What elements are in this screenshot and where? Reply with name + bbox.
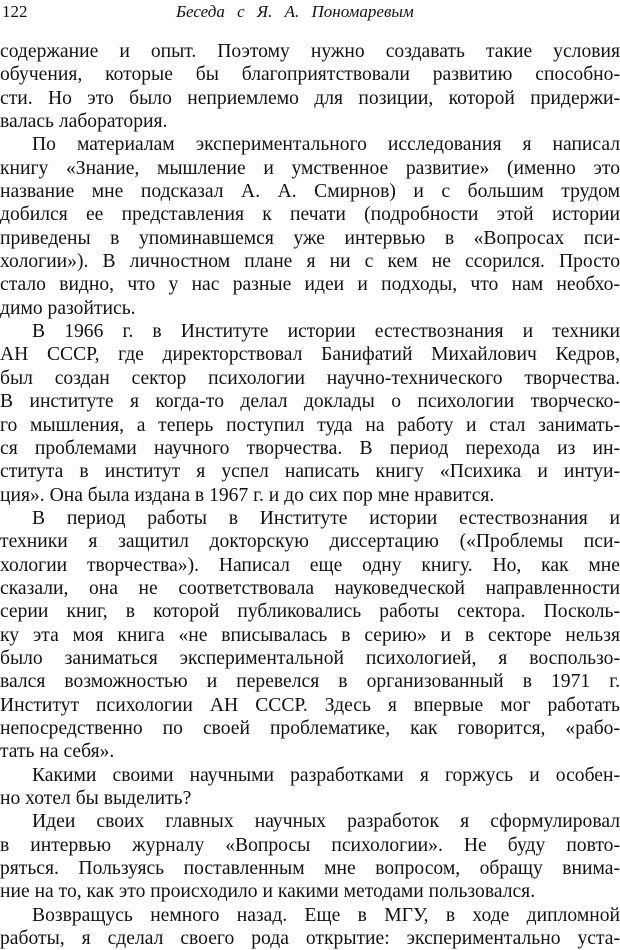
text-line: го мышления, а теперь поступил туда на работу и стал занимать- (0, 414, 620, 436)
running-title: Беседа с Я. А. Пономаревым (176, 2, 414, 21)
text-line: тать на себя». (0, 741, 115, 763)
page-header (0, 0, 620, 30)
text-line: ку эта моя книга «не вписывалась в серию» и в секторе нельзя (0, 624, 620, 646)
text-line: обучения, которые бы благоприятствовали развитию способно- (0, 64, 620, 86)
text-line: хологии»). В личностном плане я ни с кем не ссорился. Просто (0, 251, 620, 273)
text-line: сказали, она не соответствовала науковедческой направленности (0, 577, 620, 599)
paragraph (0, 764, 620, 811)
text-line: В период работы в Институте истории естествознания и (32, 507, 620, 529)
text-line: сти. Но это было неприемлемо для позиции, которой придержи- (0, 87, 620, 109)
text-line: По материалам экспериментального исследования я написал (32, 134, 620, 156)
text-line: В институте я когда-то делал доклады о психологии творческо- (0, 391, 620, 413)
paragraph (0, 507, 620, 764)
text-line: техники я защитил докторскую диссертацию («Проблемы пси- (0, 531, 620, 553)
text-line: в интервью журналу «Вопросы психологии». Не буду повто- (0, 834, 620, 856)
text-line: но хотел бы выделить? (0, 788, 192, 809)
text-line: добился ее представления к печати (подробности этой истории (0, 204, 620, 226)
text-line: Институт психологии АН СССР. Здесь я впервые мог работать (0, 694, 620, 716)
text-line: АН СССР, где директорствовал Банифатий Михайлович Кедров, (0, 344, 620, 366)
text-line: Какими своими научными разработками я горжусь и особен- (32, 764, 620, 786)
page-number: 122 (2, 2, 28, 21)
paragraph (0, 904, 620, 950)
text-line: стало видно, что у нас разные идеи и подходы, что нам необхо- (0, 274, 620, 296)
body-text (0, 40, 620, 950)
text-line: ние на то, как это происходило и какими методами пользовался. (0, 881, 536, 903)
text-line: серии книг, в которой публиковались работы сектора. Посколь- (0, 601, 620, 623)
text-line: книгу «Знание, мышление и умственное развитие» (именно это (0, 157, 620, 179)
text-line: приведены в упоминавшемся уже интервью в «Вопросах пси- (0, 227, 620, 249)
text-line: Возвращусь немного назад. Еще в МГУ, в ходе дипломной (32, 904, 620, 926)
text-line: непосредственно по своей проблематике, как говорится, «рабо- (0, 717, 620, 739)
text-line: ститута в институт я успел написать книгу «Психика и интуи- (0, 461, 620, 483)
text-line: ся проблемами научного творчества. В период перехода из ин- (0, 437, 620, 459)
text-line: был создан сектор психологии научно-технического творчества. (0, 367, 620, 389)
paragraph (0, 40, 620, 133)
text-line: хологии творчества»). Написал еще одну книгу. Но, как мне (0, 554, 620, 576)
text-line: В 1966 г. в Институте истории естествознания и техники (32, 321, 620, 343)
text-line: ция». Она была издана в 1967 г. и до сих пор мне нравится. (0, 484, 495, 506)
text-line: работы, я сделал своего рода открытие: экспериментально уста- (0, 928, 620, 950)
text-line: димо разойтись. (0, 297, 136, 319)
paragraph (0, 810, 620, 903)
text-line: содержание и опыт. Поэтому нужно создавать такие условия (0, 41, 620, 62)
paragraph (0, 133, 620, 320)
text-line: вался возможностью и перевелся в организованный в 1971 г. (0, 671, 620, 693)
text-line: Идеи своих главных научных разработок я сформулировал (32, 811, 620, 833)
text-line: было заниматься экспериментальной психологией, я воспользо- (0, 647, 620, 669)
text-line: ряться. Пользуясь поставленным мне вопросом, обращу внима- (0, 858, 620, 880)
paragraph (0, 320, 620, 507)
text-line: название мне подсказал А. А. Смирнов) и с большим трудом (0, 181, 620, 203)
text-line: валась лаборатория. (0, 111, 168, 133)
